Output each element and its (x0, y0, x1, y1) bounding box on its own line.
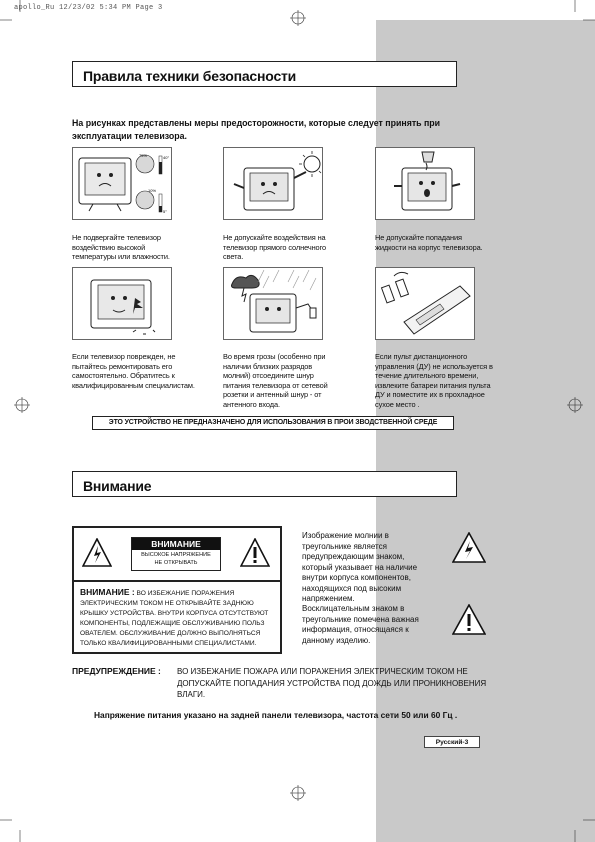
temp-high-label: 40° (163, 155, 170, 160)
caption-remote: Если пульт дистанционного управления (ДУ) не используется в течение длительного времени, извлеките батареи питания пульта ДУ и поместите их в прохладное сухое место . (375, 352, 493, 409)
section-title-box (72, 61, 457, 87)
lightning-symbol-icon (452, 532, 486, 564)
lightning-explanation: Изображение молнии в треугольнике является предупреждающим знаком, который указывает на наличие внутри корпуса компонентов, находящихся под высоким напряжением. (302, 531, 418, 603)
panel-thunderstorm (223, 267, 323, 340)
exclamation-triangle-icon (240, 538, 270, 568)
exclamation-symbol-icon (452, 604, 486, 636)
lightning-triangle-icon (82, 538, 112, 568)
temp-low-label: 5° (163, 209, 167, 214)
panel-liquid (375, 147, 475, 220)
caption-heat: Не подвергайте телевизор воздействию высокой температуры или влажности. (72, 233, 170, 262)
panel-sunlight (223, 147, 323, 220)
caution-label-title: ВНИМАНИЕ (132, 538, 220, 550)
caption-damaged: Если телевизор поврежден, не пытайтесь ремонтировать его самостоятельно. Обратитесь к квалифицированным специалистам. (72, 352, 195, 390)
caution-label-sub-1: ВЫСОКОЕ НАПРЯЖЕНИЕ (141, 552, 211, 558)
panel-remote (375, 267, 475, 340)
humidity-high-label: 75% (139, 153, 148, 158)
caution-body-lead: ВНИМАНИЕ : (80, 587, 135, 597)
attention-title-box (72, 471, 457, 497)
industrial-use-notice: ЭТО УСТРОЙСТВО НЕ ПРЕДНАЗНАЧЕНО ДЛЯ ИСПОЛЬЗОВАНИЯ В ПРОИ ЗВОДСТВЕННОЙ СРЕДЕ (92, 416, 454, 430)
intro-text: На рисунках представлены меры предосторожности, которые следует принять при эксплуатации телевизора. (72, 118, 441, 141)
attention-title: Внимание (83, 478, 152, 494)
caution-label-box (72, 526, 282, 654)
warning-body: ВО ИЗБЕЖАНИЕ ПОЖАРА ИЛИ ПОРАЖЕНИЯ ЭЛЕКТРИЧЕСКИМ ТОКОМ НЕ ДОПУСКАЙТЕ ПОПАДАНИЯ УСТРОЙСТВА ПОД ДОЖДЬ ИЛИ ПРОНИКНОВЕНИЯ ВЛАГИ. (177, 667, 487, 699)
caution-label-header (74, 528, 280, 582)
exclamation-explanation: Восклицательным знаком в треугольнике помечена важная информация, относящаяся к данному изделию. (302, 604, 419, 645)
caption-storm: Во время грозы (особенно при наличии близких разрядов молний) отсоедините шнур питания телевизора от сетевой розетки и антенный шнур - от антенного входа. (223, 352, 328, 409)
caution-label (131, 537, 221, 571)
caution-label-sub (132, 551, 220, 567)
warning-label: ПРЕДУПРЕЖДЕНИЕ : (72, 666, 161, 676)
print-header: apollo_Ru 12/23/02 5:34 PM Page 3 (14, 4, 163, 12)
humidity-low-label: 10% (148, 188, 157, 193)
panel-heat-humidity (72, 147, 172, 220)
caution-body-text: ВО ИЗБЕЖАНИЕ ПОРАЖЕНИЯ ЭЛЕКТРИЧЕСКИМ ТОКОМ НЕ ОТКРЫВАЙТЕ ЗАДНЮЮ КРЫШКУ УСТРОЙСТВА. ВНУТРИ КОРПУСА ОТСУТСТВУЮТ КОМПОНЕНТЫ, ПОДЛЕЖАЩИЕ ОБСЛУЖИВАНИЮ ПОЛЬЗ ОВАТЕЛЕМ. ОБСЛУЖИВАНИЕ ДОЛЖНО ВЫПОЛНЯТЬСЯ ТОЛЬКО КВАЛИФИЦИРОВАННЫМИ СПЕЦИАЛИСТАМИ. (80, 590, 269, 647)
caution-body (80, 587, 276, 649)
caption-liquid: Не допускайте попадания жидкости на корпус телевизора. (375, 233, 483, 252)
section-title: Правила техники безопасности (83, 68, 297, 84)
voltage-note: Напряжение питания указано на задней панели телевизора, частота сети 50 или 60 Гц . (94, 710, 458, 720)
caption-sun: Не допускайте воздействия на телевизор прямого солнечного света. (223, 233, 327, 262)
page-number: Русский-3 (424, 736, 480, 748)
panel-damaged (72, 267, 172, 340)
caution-label-sub-2: НЕ ОТКРЫВАТЬ (154, 560, 198, 566)
